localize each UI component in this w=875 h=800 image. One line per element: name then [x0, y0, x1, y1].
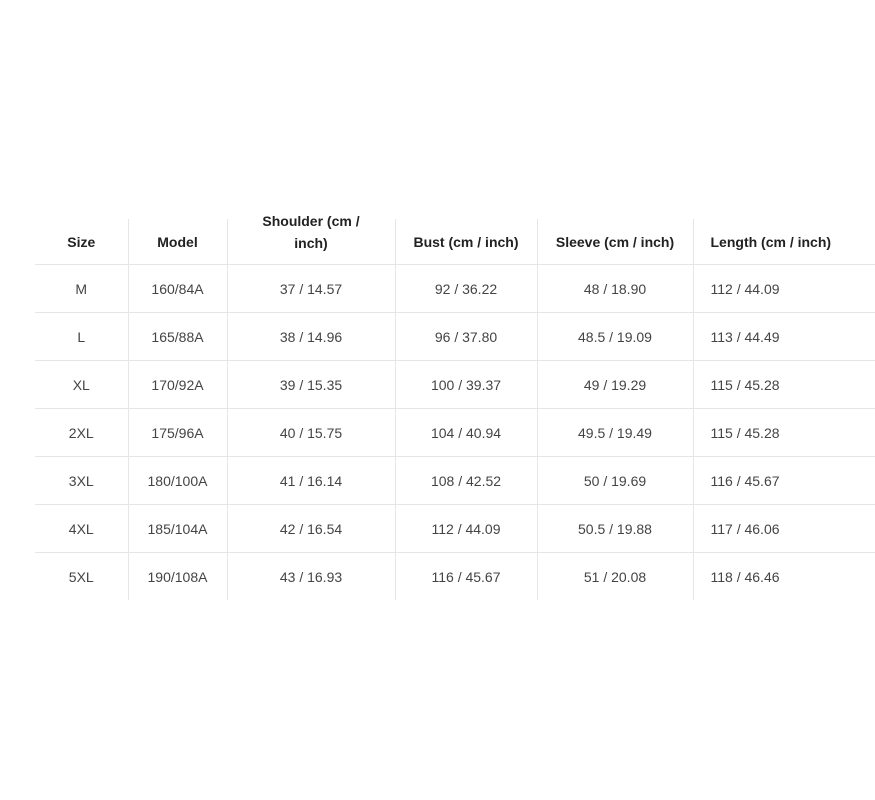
table-row: [35, 457, 875, 505]
header-sleeve: Sleeve (cm / inch): [537, 219, 693, 265]
cell-length: 118 / 46.46: [693, 553, 875, 601]
header-size: Size: [35, 219, 128, 265]
cell-model: 190/108A: [128, 553, 227, 601]
cell-model: 175/96A: [128, 409, 227, 457]
cell-sleeve: 51 / 20.08: [537, 553, 693, 601]
cell-length: 117 / 46.06: [693, 505, 875, 553]
cell-model: 165/88A: [128, 313, 227, 361]
header-length: Length (cm / inch): [693, 219, 875, 265]
table-row: [35, 361, 875, 409]
cell-sleeve: 50.5 / 19.88: [537, 505, 693, 553]
cell-size: XL: [35, 361, 128, 409]
cell-length: 113 / 44.49: [693, 313, 875, 361]
cell-shoulder: 42 / 16.54: [227, 505, 395, 553]
cell-bust: 96 / 37.80: [395, 313, 537, 361]
cell-size: 3XL: [35, 457, 128, 505]
cell-length: 112 / 44.09: [693, 265, 875, 313]
cell-model: 180/100A: [128, 457, 227, 505]
cell-sleeve: 50 / 19.69: [537, 457, 693, 505]
cell-bust: 116 / 45.67: [395, 553, 537, 601]
table-row: [35, 505, 875, 553]
cell-bust: 100 / 39.37: [395, 361, 537, 409]
cell-model: 160/84A: [128, 265, 227, 313]
size-chart-table: [35, 212, 875, 600]
cell-size: 5XL: [68, 568, 94, 585]
cell-sleeve: 48 / 18.90: [537, 265, 693, 313]
header-bust: Bust (cm / inch): [395, 219, 537, 265]
cell-shoulder: 38 / 14.96: [227, 313, 395, 361]
cell-model: 185/104A: [128, 505, 227, 553]
cell-bust: 108 / 42.52: [395, 457, 537, 505]
table-row: [35, 265, 875, 313]
cell-size: 2XL: [35, 409, 128, 457]
cell-sleeve: 48.5 / 19.09: [537, 313, 693, 361]
cell-shoulder: 40 / 15.75: [227, 409, 395, 457]
cell-length: 115 / 45.28: [693, 409, 875, 457]
cell-sleeve: 49 / 19.29: [537, 361, 693, 409]
cell-bust: 112 / 44.09: [395, 505, 537, 553]
cell-bust: 104 / 40.94: [395, 409, 537, 457]
cell-size: 4XL: [35, 505, 128, 553]
cell-shoulder: 37 / 14.57: [227, 265, 395, 313]
cell-length: 115 / 45.28: [693, 361, 875, 409]
table-row: [35, 553, 875, 601]
cell-model: 170/92A: [128, 361, 227, 409]
cell-shoulder: 39 / 15.35: [227, 361, 395, 409]
size-chart-viewport[interactable]: [35, 212, 832, 585]
cell-bust: 92 / 36.22: [395, 265, 537, 313]
cell-shoulder: 43 / 16.93: [227, 553, 395, 601]
cell-shoulder: 41 / 16.14: [227, 457, 395, 505]
table-header-row: [35, 219, 875, 265]
cell-sleeve: 49.5 / 19.49: [537, 409, 693, 457]
table-row: [35, 409, 875, 457]
header-model: Model: [128, 219, 227, 265]
cell-size: M: [35, 265, 128, 313]
cell-size: L: [35, 313, 128, 361]
table-row: [35, 313, 875, 361]
cell-length: 116 / 45.67: [693, 457, 875, 505]
header-shoulder: Shoulder (cm / inch): [227, 219, 395, 265]
